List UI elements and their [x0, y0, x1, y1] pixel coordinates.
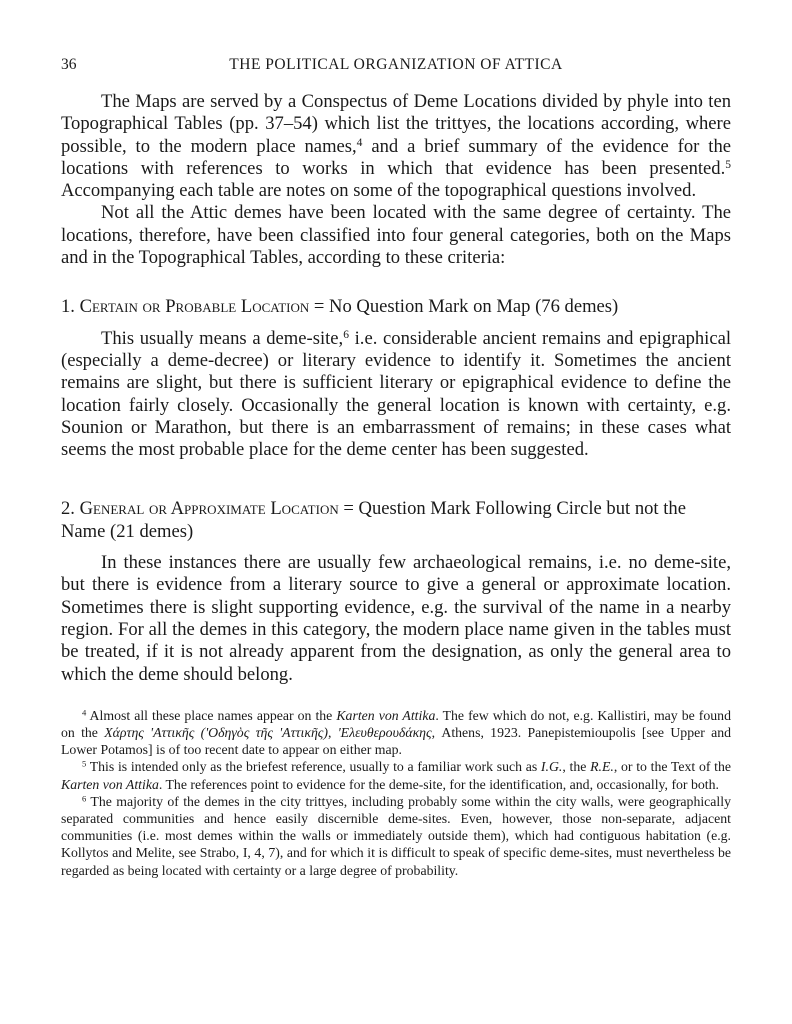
fn5-text-d: . The references point to evidence for the deme-site, for the identification, and, occasionally, for both. [158, 776, 719, 792]
document-page [61, 56, 731, 879]
heading1-rest: = No Question Mark on Map (76 demes) [309, 296, 619, 318]
footnote-6-mark: 6 [82, 793, 87, 804]
running-title: THE POLITICAL ORGANIZATION OF ATTICA [229, 56, 563, 73]
footnote-ref-4: 4 [356, 136, 363, 149]
heading1-number: 1. [61, 296, 80, 318]
fn5-italic-karten: Karten von Attika [61, 776, 159, 792]
p1-text-c: Accompanying each table are notes on some of the topographical questions involved. [61, 180, 697, 202]
fn4-text-a: Almost all these place names appear on the [86, 707, 337, 723]
heading2-caps: General or Approximate Location [79, 498, 339, 520]
fn4-text-b: . The few which do not, e.g. Kallistiri, may be found on the [61, 707, 731, 741]
footnote-5-mark: 5 [82, 759, 87, 770]
p3-text-b: i.e. considerable ancient remains and epigraphical (especially a deme-decree) or literary evidence to identify it. Sometimes the ancient remains are slight, but there is sufficient literary or epigraphical evidence to define the location fairly closely. Occasionally the general location is known with certainty, e.g. Sounion or Marathon, but there is an embarrassment of remains; in these cases what seems the most probable place for the deme center has been suggested. [61, 327, 732, 461]
p1-text-b: and a brief summary of the evidence for the locations with references to works in which that evidence has been presented. [61, 135, 732, 179]
footnote-4 [61, 707, 731, 759]
fn4-text-d: , Athens, 1923. Panepistemioupolis [see Upper and Lower Potamos] is of too recent date to appear on either map. [61, 725, 732, 758]
section-heading-approximate [61, 498, 731, 543]
paragraph-certain-location [61, 328, 731, 462]
fn4-greek-title: Χάρτης 'Αττικῆς ('Οδηγὸς τῆς 'Αττικῆς) [104, 725, 328, 741]
fn5-text-c: , or to the Text of the [613, 759, 731, 775]
paragraph-approximate-location: In these instances there are usually few archaeological remains, i.e. no deme-site, but there is evidence from a literary source to give a general or approximate location. Sometimes there is slight supporting evidence, e.g. the survival of the name in a nearby region. For all the demes in this category, the modern place name given in the tables must be treated, if it is not already apparent from the designation, as only the general area to which the deme should belong. [61, 552, 731, 685]
fn4-text-c: , [327, 725, 338, 741]
p1-text-a: The Maps are served by a Conspectus of Deme Locations divided by phyle into ten Topographical Tables (pp. 37–54) which list the trittyes, the locations according, where possible, to the modern place names, [61, 91, 731, 157]
fn5-italic-re: R.E. [590, 759, 614, 775]
fn5-italic-ig: I.G. [540, 759, 563, 775]
heading2-number: 2. [61, 498, 80, 520]
footnote-ref-6: 6 [343, 328, 349, 341]
fn5-text-b: , the [562, 759, 591, 775]
footnote-5 [61, 758, 731, 792]
footnote-4-mark: 4 [82, 707, 87, 718]
section-heading-certain [61, 296, 731, 318]
page-number: 36 [61, 56, 77, 73]
fn5-text-a: This is intended only as the briefest reference, usually to a familiar work such as [86, 759, 541, 775]
p3-text-a: This usually means a deme-site, [101, 327, 344, 349]
heading2-rest: = Question Mark Following Circle but not the Name (21 demes) [61, 498, 686, 542]
fn4-greek-publisher: 'Ελευθερουδάκης [337, 725, 432, 741]
fn4-italic-karten: Karten von Attika [336, 707, 436, 723]
paragraph-maps-conspectus [61, 91, 731, 202]
paragraph-categories-intro: Not all the Attic demes have been located with the same degree of certainty. The locations, therefore, have been classified into four general categories, both on the Maps and in the Topographical Tables, according to these criteria: [61, 202, 731, 269]
heading1-caps: Certain or Probable Location [79, 296, 310, 318]
footnote-6 [61, 793, 731, 879]
footnotes [61, 707, 731, 879]
footnote-ref-5: 5 [725, 159, 731, 172]
fn6-text: The majority of the demes in the city trittyes, including probably some within the city walls, were geographically separated communities and hence easily discernible deme-sites. Even, however, those non-separate, adjacent communities (i.e. most demes within the walls or immediately outside them), which had contiguous habitation (e.g. Kollytos and Melite, see Strabo, I, 4, 7), and for which it is difficult to speak of specific deme-sites, must nevertheless be regarded as being located with certainty or a large degree of probability. [61, 793, 731, 878]
running-header [61, 56, 731, 82]
